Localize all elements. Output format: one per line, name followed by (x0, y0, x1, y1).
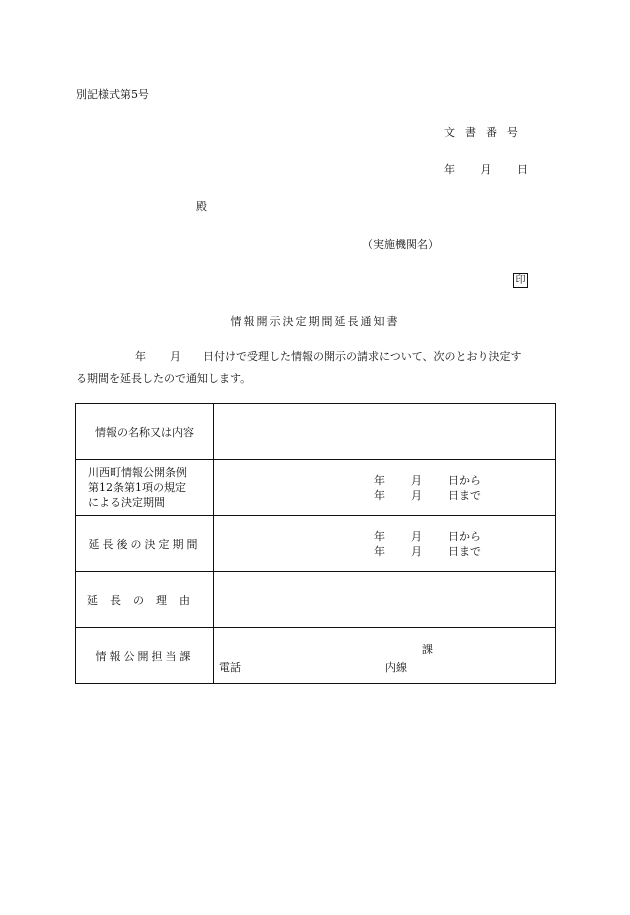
from-year: 年 (374, 473, 385, 487)
seal-mark: 印 (513, 273, 528, 288)
form-number: 別記様式第5号 (76, 88, 149, 101)
original-period-label-line: 川西町情報公開条例 (88, 466, 187, 479)
body-text-line-1 (76, 348, 522, 364)
to-day: 日まで (448, 488, 481, 502)
period-from (374, 473, 555, 488)
issue-date-label: 年 月 日 (444, 163, 528, 176)
extension-reason-value (214, 572, 556, 628)
original-period-value (214, 460, 556, 516)
section-suffix: 課 (422, 643, 433, 656)
table-row (76, 404, 556, 460)
to-day: 日まで (448, 544, 481, 558)
to-month: 月 (411, 488, 422, 502)
extension-label: 内線 (385, 661, 407, 674)
from-day: 日から (448, 473, 481, 487)
from-month: 月 (411, 529, 422, 543)
body-month: 月 (170, 350, 181, 363)
extension-reason-label: 延長の理由 (76, 572, 214, 628)
extended-period-value (214, 516, 556, 572)
table-row (76, 460, 556, 516)
notice-table (75, 403, 556, 684)
period-from (374, 529, 555, 544)
body-year: 年 (135, 350, 146, 363)
addressee-honorific: 殿 (196, 200, 207, 213)
original-period-label-line: による決定期間 (88, 496, 165, 509)
body-text-rest: 日付けで受理した情報の開示の請求について、次のとおり決定す (203, 350, 522, 363)
from-day: 日から (448, 529, 481, 543)
table-row (76, 572, 556, 628)
to-year: 年 (374, 544, 385, 558)
period-to (374, 488, 555, 503)
to-month: 月 (411, 544, 422, 558)
original-period-label-line: 第12条第1項の規定 (88, 481, 186, 494)
from-year: 年 (374, 529, 385, 543)
from-month: 月 (411, 473, 422, 487)
responsible-section-label: 情報公開担当課 (76, 628, 214, 684)
body-text-line-2: る期間を延長したので通知します。 (76, 372, 252, 385)
to-year: 年 (374, 488, 385, 502)
info-name-label: 情報の名称又は内容 (76, 404, 214, 460)
document-title: 情報開示決定期間延長通知書 (230, 315, 400, 328)
extended-period-label: 延長後の決定期間 (76, 516, 214, 572)
responsible-section-value (214, 628, 556, 684)
phone-label: 電話 (219, 661, 241, 674)
document-number-label: 文書番号 (444, 126, 528, 139)
agency-name-label: （実施機関名） (362, 238, 439, 251)
info-name-value (214, 404, 556, 460)
table-row (76, 516, 556, 572)
original-period-label (76, 460, 214, 516)
period-to (374, 544, 555, 559)
table-row (76, 628, 556, 684)
